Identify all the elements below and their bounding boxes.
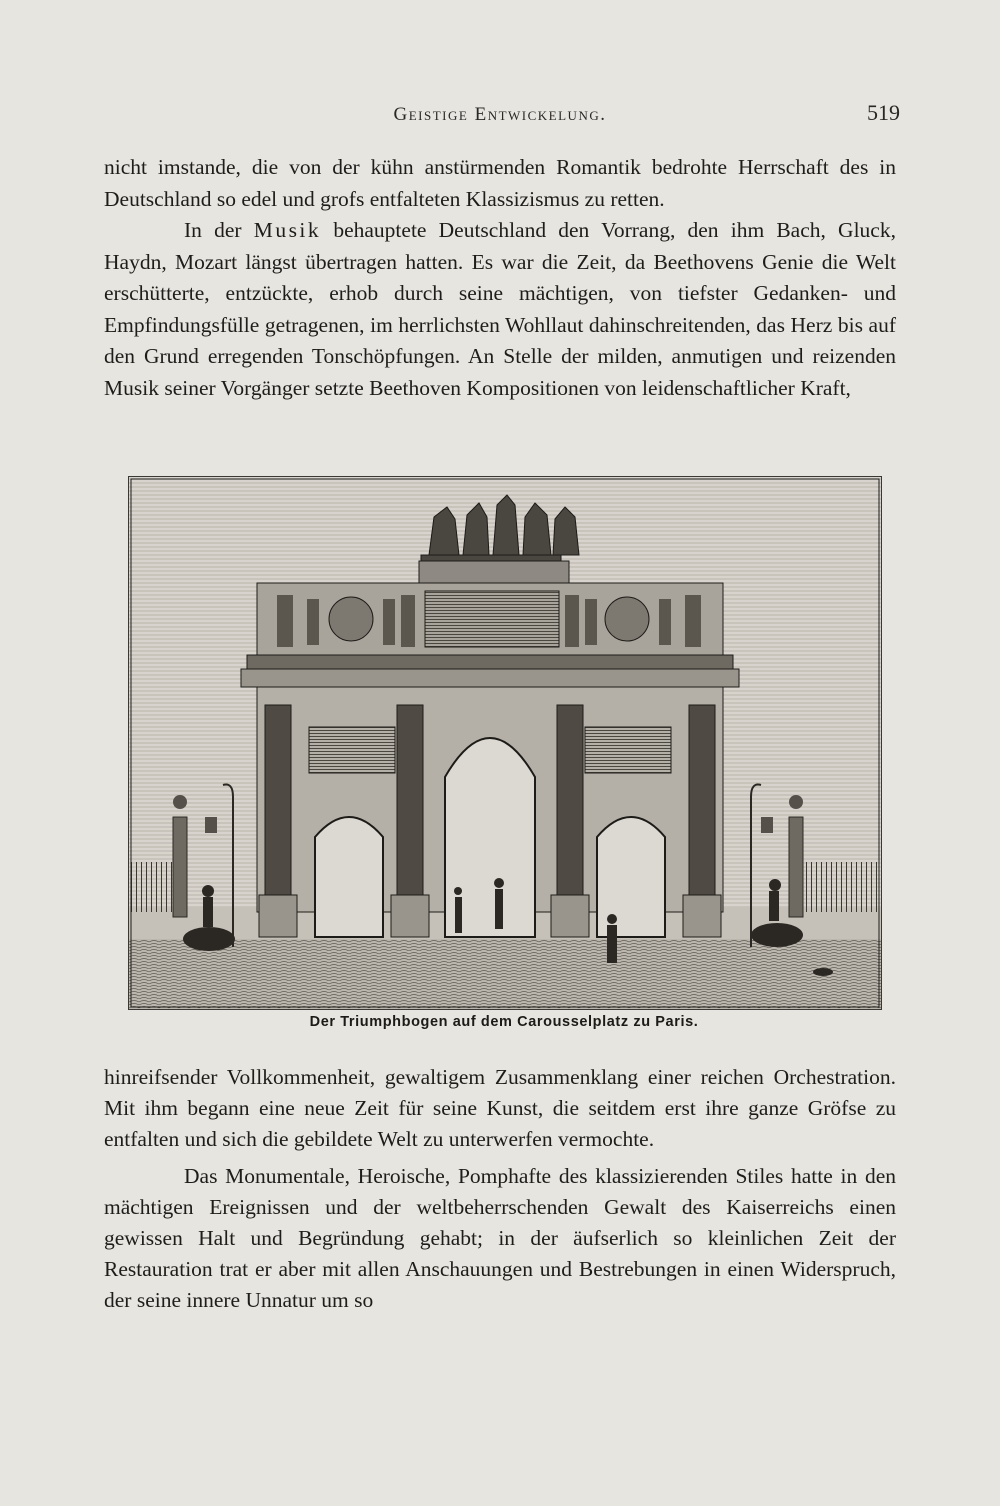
running-title: Geistige Entwickelung. (393, 104, 607, 125)
emphasized-word-musik: Musik (253, 218, 322, 242)
paragraph-continuation: nicht imstande, die von der kühn anstürmenden Romantik bedrohte Herrschaft des in Deutschland so edel und grofs entfalteten Klassizismus zu retten. (104, 155, 896, 211)
paragraph-monumental: Das Monumentale, Heroische, Pomphafte des klassizierenden Stiles hatte in den mächtigen Ereignissen und der weltbeherrschenden Gewalt des Kaiserreichs einen gewissen Halt und Begründung gehabt; in der äufserlich so kleinlichen Zeit der Restauration trat er aber mit allen Anschauungen und Bestrebungen in einen Widerspruch, der seine innere Unnatur um so (104, 1164, 896, 1312)
page-header (100, 100, 900, 134)
text-block-bottom (104, 1062, 896, 1316)
paragraph-beethoven-end: hinreifsender Vollkommenheit, gewaltigem Zusammenklang einer reichen Orchestration. Mit ihm begann eine neue Zeit für seine Kunst, die seitdem erst ihre ganze Gröfse zu entfalten und sich die gebildete Welt zu unterwerfen vermochte. (104, 1065, 896, 1151)
figure-caption: Der Triumphbogen auf dem Carousselplatz zu Paris. (309, 1014, 699, 1030)
text-block-top (104, 152, 896, 404)
page-number: 519 (867, 100, 900, 125)
paragraph-music (104, 215, 896, 404)
triumphal-arch-engraving (128, 476, 882, 1010)
paragraph-music-lead: In der (184, 218, 254, 242)
paragraph-music-rest: behauptete Deutschland den Vorrang, den ihm Bach, Gluck, Haydn, Mozart längst übertragen hatten. Es war die Zeit, da Beethovens Genie die Welt erschütterte, entzückte, erhob durch seine mächtigen, von tiefster Gedanken- und Empfindungsfülle getragenen, im herrlichsten Wohllaut dahinschreitenden, das Herz bis auf den Grund erregenden Tonschöpfungen. An Stelle der milden, anmutigen und reizenden Musik seiner Vorgänger setzte Beethoven Kompositionen von leidenschaftlicher Kraft, (104, 218, 896, 400)
